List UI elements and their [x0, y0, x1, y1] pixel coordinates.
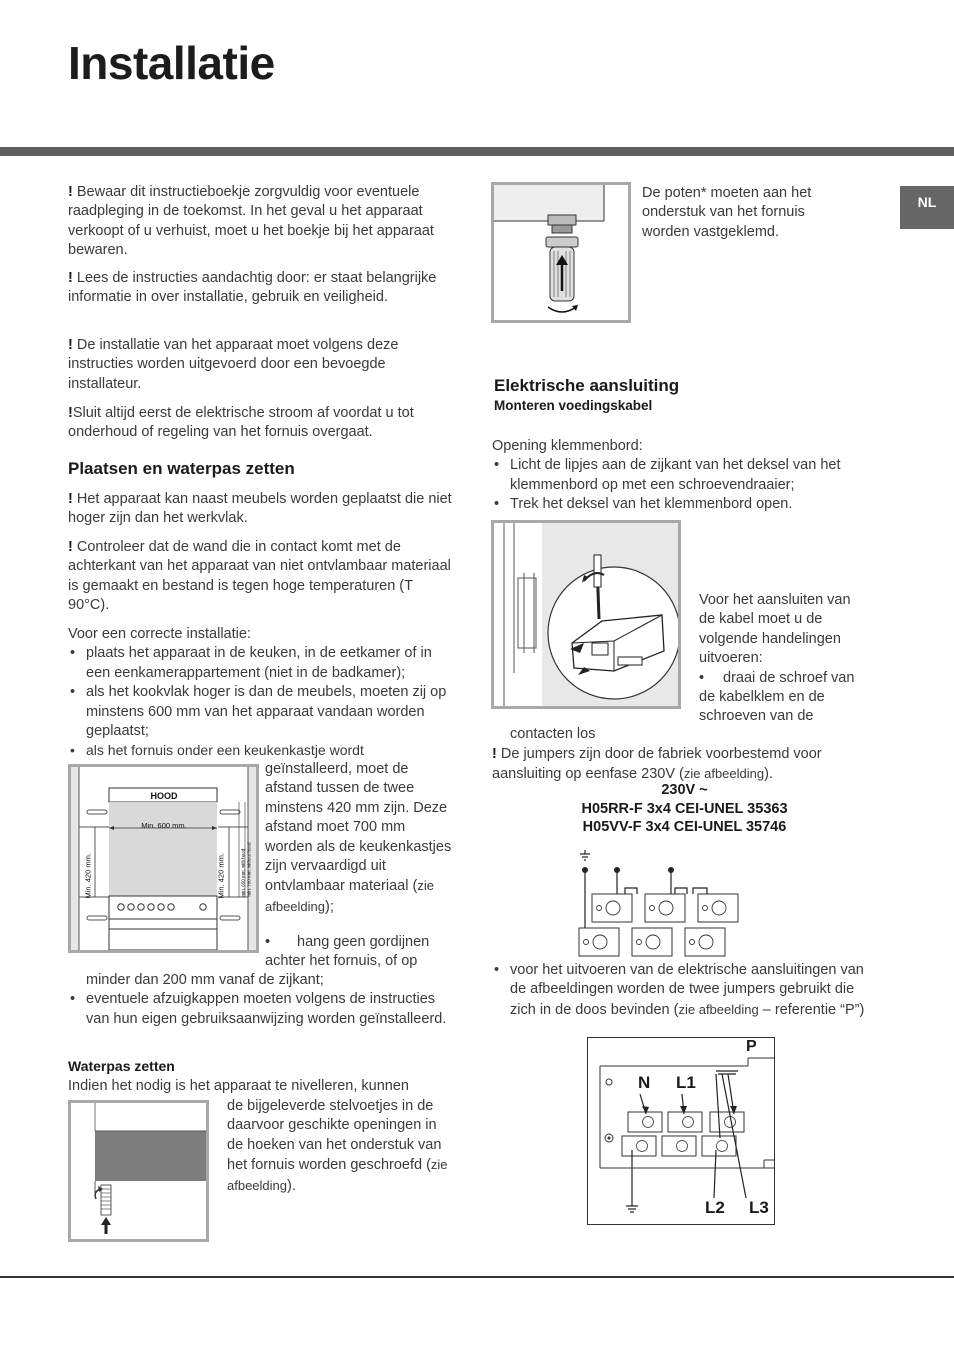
feet-text: De poten* moeten aan het onderstuk van het fornuis worden vastgeklemd. [642, 185, 812, 240]
bullet4-end-and-5: minder dan 200 mm vanaf de zijkant; • eventuele afzuigkappen moeten volgens de instructies van hun eigen gebruiksaanwijzing worden geïnstalleerd. [68, 971, 453, 1029]
hood-distance-figure [68, 764, 259, 953]
min-600-label: Min. 600 mm. [141, 821, 187, 830]
warning-1: ! Bewaar dit instructieboekje zorgvuldig voor eventuele raadpleging in de toekomst. In het geval u het apparaat verkoopt of u verhuist, moet u het boekje bij het apparaat bewaren. [68, 184, 434, 259]
min-420-right-label: Min. 420 mm. [216, 853, 226, 899]
bullet3-continuation: geïnstalleerd, moet de afstand tussen de twee minstens 420 mm zijn. Deze afstand moet 700 mm worden als de keukenkastjes zijn vervaardigd uit ontvlambaar materiaal (zie afbeelding); [265, 761, 452, 915]
note-700-label: min. 700 mm. without hood [246, 842, 252, 897]
language-tab[interactable]: NL [900, 186, 954, 229]
label-p: P [746, 1038, 757, 1055]
list-item: • eventuele afzuigkappen moeten volgens de instructies van hun eigen gebruiksaanwijzing worden geïnstalleerd. [68, 990, 453, 1029]
leveling-line1: Indien het nodig is het apparaat te nivelleren, kunnen [68, 1078, 409, 1094]
warning-6: ! Controleer dat de wand die in contact komt met de achterkant van het apparaat van niet ontvlambaar materiaal is gemaakt en bestand is tegen hoge temperaturen (T 90°C). [68, 539, 451, 614]
cable-spec: 230V ~ H05RR-F 3x4 CEI-UNEL 35363 H05VV-F 3x4 CEI-UNEL 35746 [581, 782, 788, 835]
note-650-label: min. 650 mm. with hood [240, 848, 246, 897]
header-bar [0, 147, 954, 156]
min-420-left-label: Min. 420 mm. [83, 853, 93, 899]
hood-label: HOOD [150, 791, 178, 801]
page-title: Installatie [68, 37, 275, 89]
three-phase-diagram [587, 1037, 775, 1225]
section-heading-electrical: Elektrische aansluiting [494, 376, 680, 395]
bullet4-start: • hang geen gordijnen achter het fornuis, of op [265, 934, 430, 970]
footer-rule [0, 1276, 954, 1278]
list-item: • Trek het deksel van het klemmenbord open. [492, 495, 877, 514]
label-l3: L3 [749, 1198, 769, 1217]
subheading-power-cable: Monteren voedingskabel [494, 398, 653, 413]
jumper-usage-bullet [492, 961, 877, 1020]
installation-intro: Voor een correcte installatie: • plaats het apparaat in de keuken, in de eetkamer of in een eenkamerappartement (niet in de badkamer); • als het kookvlak hoger is dan de meubels, moeten zij op minstens 600 mm van het apparaat vandaan worden geplaatst; • als het fornuis onder een keukenkastje wordt [68, 625, 453, 761]
list-item: • Licht de lipjes aan de zijkant van het deksel van het klemmenbord op met een schroevendraaier; [492, 456, 877, 495]
connection-bullet-end: contacten los [510, 726, 596, 742]
terminal-box-figure [491, 520, 681, 709]
list-item: • voor het uitvoeren van de elektrische aansluitingen van de afbeeldingen worden de twee jumpers gebruikt die zich in de doos bevinden (zie afbeelding – referentie “P”) [492, 961, 877, 1020]
warning-5: ! Het apparaat kan naast meubels worden geplaatst die niet hoger zijn dan het werkvlak. [68, 491, 452, 527]
label-n: N [638, 1073, 651, 1092]
warning-3: ! De installatie van het apparaat moet volgens deze instructies worden uitgevoerd door een bevoegde installateur. [68, 337, 399, 392]
label-l2: L2 [705, 1198, 725, 1217]
leveling-heading: Waterpas zetten [68, 1058, 175, 1074]
connection-instructions: Voor het aansluiten van de kabel moet u de volgende handelingen uitvoeren: • draai de schroef van de kabelklem en de schroeven van de [699, 592, 855, 725]
feet-figure [491, 182, 631, 323]
list-item: • als het fornuis onder een keukenkastje wordt [68, 741, 453, 760]
section-heading-placement: Plaatsen en waterpas zetten [68, 459, 295, 478]
leveling-text: de bijgeleverde stelvoetjes in de daarvoor geschikte openingen in de hoeken van het onderstuk van het fornuis worden geschroefd (zie afbeelding). [227, 1098, 448, 1194]
label-l1: L1 [676, 1073, 696, 1092]
list-item: • plaats het apparaat in de keuken, in de eetkamer of in een eenkamerappartement (niet in de badkamer); [68, 644, 453, 683]
terminal-opening-steps: Opening klemmenbord: • Licht de lipjes aan de zijkant van het deksel van het klemmenbord op met een schroevendraaier; • Trek het deksel van het klemmenbord open. [492, 437, 877, 515]
jumpers-warning: ! De jumpers zijn door de fabriek voorbestemd voor aansluiting op eenfase 230V (zie afbeelding). [492, 746, 822, 783]
list-item: • als het kookvlak hoger is dan de meubels, moeten zij op minstens 600 mm van het apparaat vandaan worden geplaatst; [68, 683, 453, 741]
jumper-wiring-diagram [575, 850, 745, 958]
leveling-figure [68, 1100, 209, 1242]
warning-4: !Sluit altijd eerst de elektrische stroom af voordat u tot onderhoud of regeling van het fornuis overgaat. [68, 405, 414, 441]
warning-2: ! Lees de instructies aandachtig door: er staat belangrijke informatie in over installatie, gebruik en veiligheid. [68, 270, 437, 306]
